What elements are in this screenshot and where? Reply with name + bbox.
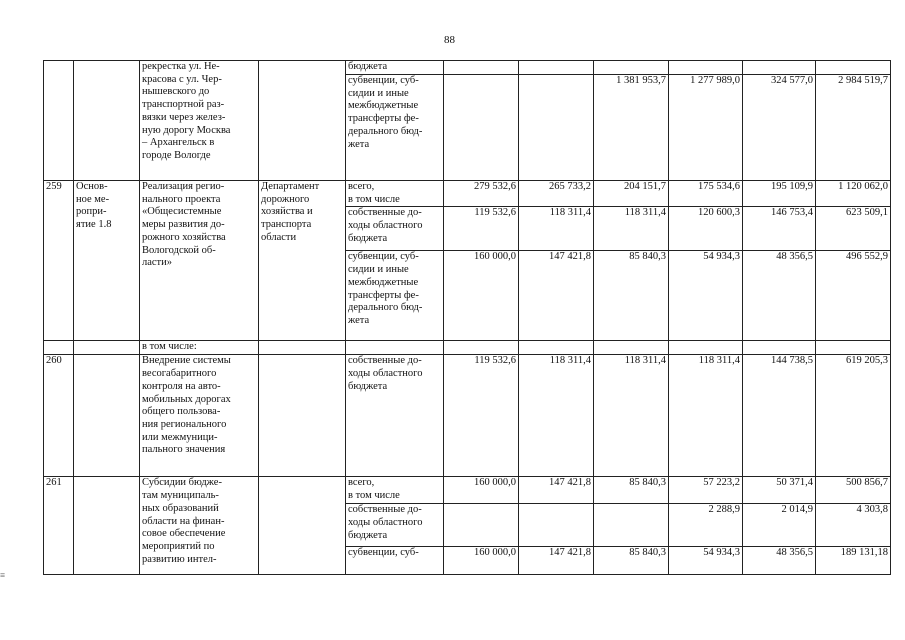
table-row [44,181,891,207]
activity-name-text: Субсидии бюдже- там муниципаль- ных образований области на финан- совое обеспечение мероприятий по развитию интел- [142,477,226,565]
amount-cell-text: 1 120 062,0 [838,181,888,192]
amount-cell-text: 85 840,3 [629,251,666,263]
amount-cell-text: 118 311,4 [624,207,666,219]
amount-cell [669,181,743,207]
amount-cell [444,477,519,504]
amount-cell-text: 144 738,5 [771,355,813,367]
executor [259,477,346,575]
amount-cell-text: 160 000,0 [474,477,516,489]
amount-cell [669,477,743,504]
amount-cell [519,477,594,504]
amount-cell [594,75,669,181]
funding-source-text: субвенции, суб- сидии и иные межбюджетные трансферты фе- дерального бюд- жета [348,251,423,326]
amount-cell [519,341,594,355]
amount-cell [816,477,891,504]
amount-cell [743,75,816,181]
amount-cell [743,181,816,207]
activity-name-text: рекрестка ул. Не- красова с ул. Чер- нышевского до транспортной раз- вязки через желез- ную дорогу Москва – Архангельск в городе Вологде [142,61,231,161]
activity-name-text: Реализация регио- нального проекта «Общесистемные меры развития до- рожного хозяйства Вологодской об- ласти» [142,181,226,269]
amount-cell-text: 2 014,9 [781,504,813,516]
amount-cell-text: 324 577,0 [771,75,813,86]
activity-name-text: Внедрение системы весогабаритного контроля на авто- мобильных дорогах общего пользова- ния регионального или межмуници- пального значения [142,355,231,456]
amount-cell [594,207,669,251]
funding-source-text: всего, в том числе [348,477,400,502]
amount-cell [594,504,669,547]
amount-cell-text: 50 371,4 [776,477,813,489]
executor-text: Департамент дорожного хозяйства и транспорта области [261,181,320,243]
amount-cell [669,75,743,181]
row-number [44,181,74,341]
amount-cell [519,355,594,477]
funding-source-text: собственные до- ходы областного бюджета [348,207,423,244]
activity-type-text: Основ- ное ме- ропри- ятие 1.8 [76,181,112,231]
activity-name [140,341,259,355]
executor [259,61,346,181]
activity-name-text: в том числе: [142,341,197,353]
amount-cell-text: 496 552,9 [846,251,888,263]
row-number [44,61,74,181]
funding-source-text: собственные до- ходы областного бюджета [348,504,423,541]
amount-cell-text: 204 151,7 [624,181,666,192]
amount-cell [444,547,519,575]
funding-source-text: субвенции, суб- сидии и иные межбюджетные трансферты фе- дерального бюд- жета [348,75,423,150]
table-row [44,355,891,477]
funding-source [346,251,444,341]
activity-type [74,341,140,355]
amount-cell [444,207,519,251]
amount-cell [444,181,519,207]
amount-cell [519,207,594,251]
amount-cell-text: 120 600,3 [698,207,740,219]
activity-name [140,355,259,477]
funding-source [346,477,444,504]
amount-cell [444,341,519,355]
amount-cell [743,207,816,251]
table-row [44,341,891,355]
funding-source-text: всего, в том числе [348,181,400,205]
amount-cell [669,61,743,75]
amount-cell [519,61,594,75]
amount-cell [444,504,519,547]
budget-table [43,60,891,575]
amount-cell-text: 2 288,9 [708,504,740,516]
amount-cell [743,504,816,547]
table-row [44,61,891,75]
amount-cell [594,181,669,207]
activity-type [74,181,140,341]
row-number [44,355,74,477]
amount-cell [669,504,743,547]
row-number [44,477,74,575]
amount-cell [816,181,891,207]
table-row [44,477,891,504]
amount-cell [594,251,669,341]
amount-cell-text: 279 532,6 [474,181,516,192]
amount-cell-text: 160 000,0 [474,251,516,263]
activity-type [74,61,140,181]
amount-cell [669,547,743,575]
amount-cell [816,207,891,251]
amount-cell-text: 1 277 989,0 [690,75,740,86]
amount-cell [816,504,891,547]
amount-cell-text: 54 934,3 [703,251,740,263]
amount-cell [743,355,816,477]
amount-cell [816,75,891,181]
funding-source [346,207,444,251]
amount-cell [519,547,594,575]
amount-cell [444,355,519,477]
amount-cell-text: 119 532,6 [474,355,516,367]
amount-cell-text: 48 356,5 [776,251,813,263]
amount-cell [743,547,816,575]
activity-name [140,181,259,341]
page-number: 88 [444,34,455,46]
funding-source [346,355,444,477]
amount-cell [594,61,669,75]
amount-cell [669,207,743,251]
activity-type [74,355,140,477]
amount-cell-text: 500 856,7 [846,477,888,489]
executor [259,181,346,341]
amount-cell [669,251,743,341]
amount-cell-text: 118 311,4 [549,207,591,219]
row-number [44,341,74,355]
amount-cell [669,355,743,477]
amount-cell-text: 146 753,4 [771,207,813,219]
amount-cell [594,477,669,504]
row-number-text: 260 [46,355,62,367]
funding-source-text: субвенции, суб- [348,547,419,559]
amount-cell-text: 2 984 519,7 [838,75,888,86]
amount-cell-text: 118 311,4 [549,355,591,367]
activity-type [74,477,140,575]
amount-cell-text: 119 532,6 [474,207,516,219]
row-number-text: 259 [46,181,62,192]
activity-name [140,61,259,181]
amount-cell-text: 619 205,3 [846,355,888,367]
executor [259,355,346,477]
amount-cell [743,341,816,355]
funding-source [346,504,444,547]
executor [259,341,346,355]
funding-source-text: бюджета [348,61,388,72]
amount-cell [519,75,594,181]
funding-source [346,341,444,355]
amount-cell [594,341,669,355]
amount-cell [816,355,891,477]
funding-source [346,75,444,181]
amount-cell-text: 48 356,5 [776,547,813,559]
amount-cell-text: 85 840,3 [629,547,666,559]
amount-cell-text: 195 109,9 [771,181,813,192]
amount-cell [816,61,891,75]
amount-cell [816,547,891,575]
amount-cell [519,251,594,341]
activity-name [140,477,259,575]
row-number-text: 261 [46,477,62,489]
amount-cell-text: 147 421,8 [549,547,591,559]
amount-cell-text: 623 509,1 [846,207,888,219]
amount-cell-text: 147 421,8 [549,251,591,263]
amount-cell [816,251,891,341]
funding-source-text: собственные до- ходы областного бюджета [348,355,423,392]
amount-cell-text: 265 733,2 [549,181,591,192]
amount-cell-text: 57 223,2 [703,477,740,489]
amount-cell-text: 118 311,4 [698,355,740,367]
amount-cell-text: 175 534,6 [698,181,740,192]
amount-cell-text: 4 303,8 [856,504,888,516]
funding-source [346,61,444,75]
amount-cell [594,355,669,477]
amount-cell-text: 160 000,0 [474,547,516,559]
amount-cell-text: 1 381 953,7 [616,75,666,86]
amount-cell-text: 189 131,18 [840,547,888,559]
funding-source [346,181,444,207]
amount-cell [444,61,519,75]
amount-cell [669,341,743,355]
amount-cell [743,251,816,341]
amount-cell [743,477,816,504]
amount-cell [816,341,891,355]
amount-cell [444,251,519,341]
amount-cell [594,547,669,575]
amount-cell [519,504,594,547]
amount-cell-text: 54 934,3 [703,547,740,559]
edge-mark: ≡ [0,570,6,580]
amount-cell-text: 118 311,4 [624,355,666,367]
amount-cell-text: 85 840,3 [629,477,666,489]
funding-source [346,547,444,575]
amount-cell [444,75,519,181]
amount-cell [519,181,594,207]
amount-cell [743,61,816,75]
amount-cell-text: 147 421,8 [549,477,591,489]
